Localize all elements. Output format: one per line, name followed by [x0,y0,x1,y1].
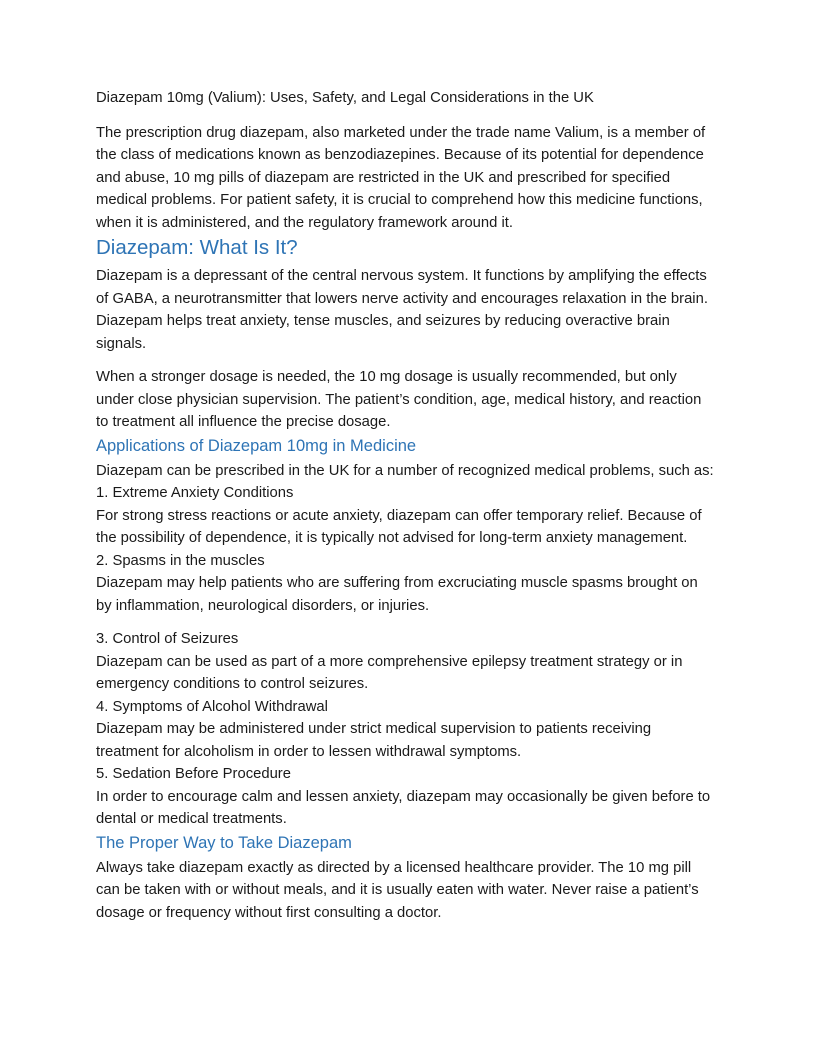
paragraph: Diazepam can be prescribed in the UK for a number of recognized medical problems, such as: [96,462,714,479]
paragraph: Diazepam may be administered under strict medical supervision to patients receiving treatment for alcoholism in order to lessen withdrawal symptoms. [96,721,652,760]
paragraph: Diazepam may help patients who are suffering from excruciating muscle spasms brought on by inflammation, neurological disorders, or injuries. [96,575,698,614]
list-item-3: 3. Control of Seizures [96,631,239,647]
paragraph: Diazepam can be used as part of a more comprehensive epilepsy treatment strategy or in emergency conditions to control seizures. [96,653,683,692]
list-item-1: 1. Extreme Anxiety Conditions [96,485,294,501]
paragraph: Always take diazepam exactly as directed by a licensed healthcare provider. The 10 mg pill can be taken with or without meals, and it is usually eaten with water. Never raise a patient’s dosage or frequency without first consulting a doctor. [96,859,699,921]
paragraph: Diazepam is a depressant of the central nervous system. It functions by amplifying the effects of GABA, a neurotransmitter that lowers nerve activity and encourages relaxation in the brain. Diazepam helps treat anxiety, tense muscles, and seizures by reducing overactive brain signals. [96,268,708,352]
list-item-5: 5. Sedation Before Procedure [96,766,291,782]
heading-what-is-it: Diazepam: What Is It? [96,236,298,259]
heading-applications: Applications of Diazepam 10mg in Medicine [96,436,417,455]
intro-paragraph: The prescription drug diazepam, also marketed under the trade name Valium, is a member of the class of medications known as benzodiazepines. Because of its potential for dependence and abuse, 10 mg pills of diazepam are restricted in the UK and prescribed for specified medical problems. For patient safety, it is crucial to comprehend how this medicine functions, when it is administered, and the regulatory framework around it. [96,124,706,231]
paragraph: In order to encourage calm and lessen anxiety, diazepam may occasionally be given before to dental or medical treatments. [96,788,711,827]
paragraph: For strong stress reactions or acute anxiety, diazepam can offer temporary relief. Because of the possibility of dependence, it is typically not advised for long-term anxiety management. [96,507,702,546]
list-item-4: 4. Symptoms of Alcohol Withdrawal [96,698,328,715]
heading-proper-way: The Proper Way to Take Diazepam [96,833,352,852]
paragraph: When a stronger dosage is needed, the 10 mg dosage is usually recommended, but only under close physician supervision. The patient’s condition, age, medical history, and reaction to treatment all influence the precise dosage. [96,369,702,430]
list-item-2: 2. Spasms in the muscles [96,552,265,569]
document-content [96,87,716,924]
document-title-line: Diazepam 10mg (Valium): Uses, Safety, and Legal Considerations in the UK [96,90,594,106]
